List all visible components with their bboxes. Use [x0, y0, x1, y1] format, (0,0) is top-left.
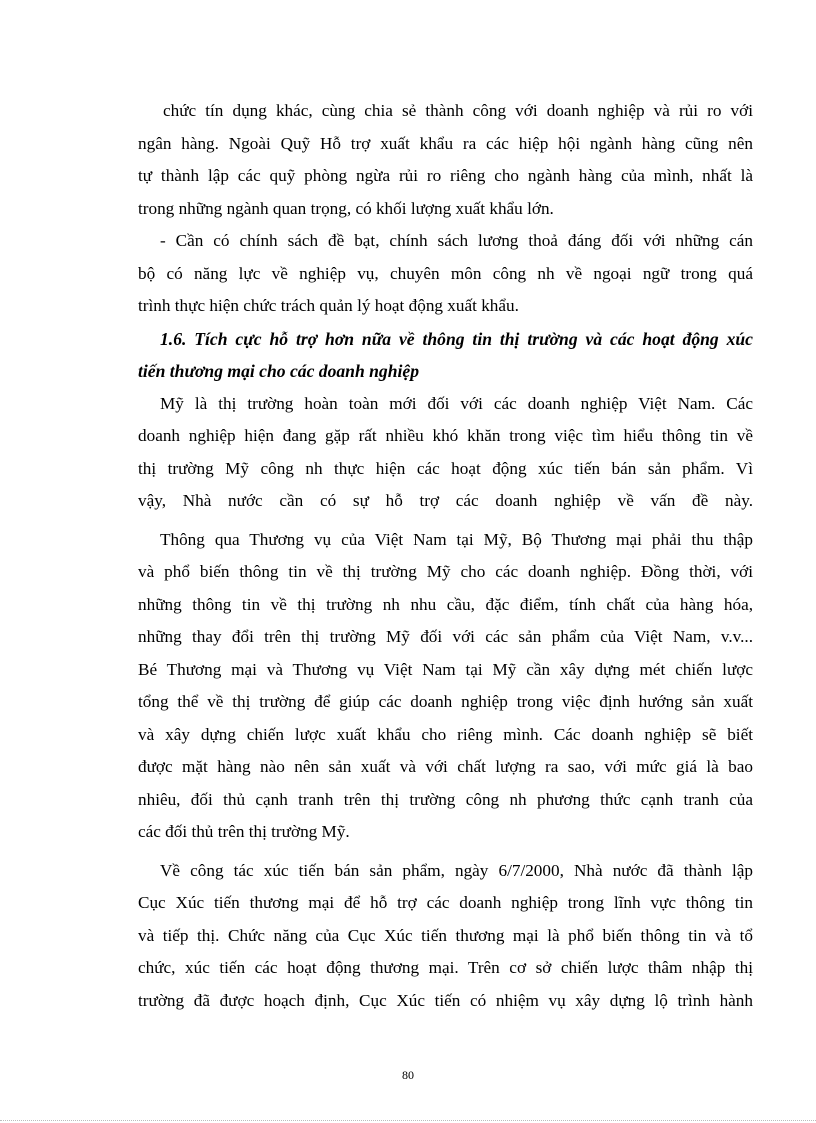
text-line: các đối thủ trên thị trường Mỹ.	[138, 822, 350, 841]
text-line: trình thực hiện chức trách quản lý hoạt động xuất khẩu.	[138, 296, 519, 315]
text-line: chức tín dụng khác, cùng chia sẻ thành công với doanh nghiệp và rủi ro với	[163, 101, 753, 120]
page-bottom-divider	[0, 1120, 816, 1122]
text-line: được mặt hàng nào nên sản xuất và với chất lượng ra sao, với mức giá là bao	[138, 757, 753, 776]
paragraph-trade-promotion	[138, 855, 753, 1018]
text-line: vậy, Nhà nước cần có sự hỗ trợ các doanh nghiệp về vấn đề này.	[138, 491, 753, 510]
text-line: Thông qua Thương vụ của Việt Nam tại Mỹ, Bộ Thương mại phải thu thập	[160, 529, 753, 549]
text-line: thị trường Mỹ công nh thực hiện các hoạt động xúc tiến bán sản phẩm. Vì	[138, 458, 753, 478]
text-line: và tiếp thị. Chức năng của Cục Xúc tiến thương mại là phổ biến thông tin và tổ	[138, 925, 753, 945]
text-line: tổng thể về thị trường để giúp các doanh nghiệp trong việc định hướng sản xuất	[138, 692, 753, 711]
text-line: trường đã được hoạch định, Cục Xúc tiến có nhiệm vụ xây dựng lộ trình hành	[138, 990, 753, 1010]
paragraph-salary-policy	[138, 225, 753, 323]
text-line: Cục Xúc tiến thương mại để hỗ trợ các doanh nghiệp trong lĩnh vực thông tin	[138, 893, 753, 912]
text-line: nhiêu, đối thủ cạnh tranh trên thị trường công nh phương thức cạnh tranh của	[138, 789, 753, 809]
page-number: 80	[402, 1068, 414, 1082]
section-heading	[138, 323, 753, 388]
paragraph-credit-fund	[138, 95, 753, 225]
paragraph-us-market	[138, 388, 753, 518]
text-line: Về công tác xúc tiến bán sản phẩm, ngày 6/7/2000, Nhà nước đã thành lập	[160, 860, 753, 880]
text-line: - Cần có chính sách đề bạt, chính sách lương thoả đáng đối với những cán	[160, 231, 753, 250]
text-line: Bé Thương mại và Thương vụ Việt Nam tại Mỹ cần xây dựng mét chiến lược	[138, 659, 753, 679]
heading-line: 1.6. Tích cực hỗ trợ hơn nữa về thông tin thị trường và các hoạt động xúc	[160, 328, 753, 349]
document-body	[138, 95, 753, 1017]
text-line: những thay đổi trên thị trường Mỹ đối với các sản phẩm của Việt Nam, v.v...	[138, 627, 753, 646]
text-line: Mỹ là thị trường hoàn toàn mới đối với các doanh nghiệp Việt Nam. Các	[160, 393, 753, 413]
heading-line: tiến thương mại cho các doanh nghiệp	[138, 361, 419, 381]
text-line: chức, xúc tiến các hoạt động thương mại. Trên cơ sở chiến lược thâm nhập thị	[138, 958, 753, 977]
text-line: tự thành lập các quỹ phòng ngừa rủi ro riêng cho ngành hàng của mình, nhất là	[138, 166, 753, 185]
paragraph-trade-office	[138, 524, 753, 849]
text-line: trong những ngành quan trọng, có khối lượng xuất khẩu lớn.	[138, 198, 554, 218]
text-line: doanh nghiệp hiện đang gặp rất nhiều khó khăn trong việc tìm hiểu thông tin về	[138, 426, 753, 445]
text-line: ngân hàng. Ngoài Quỹ Hỗ trợ xuất khẩu ra các hiệp hội ngành hàng cũng nên	[138, 133, 753, 153]
text-line: và phổ biến thông tin về thị trường Mỹ cho các doanh nghiệp. Đồng thời, với	[138, 562, 753, 581]
text-line: và xây dựng chiến lược xuất khẩu cho riêng mình. Các doanh nghiệp sẽ biết	[138, 724, 753, 744]
text-line: những thông tin về thị trường nh nhu cầu, đặc điểm, tính chất của hàng hóa,	[138, 594, 753, 614]
text-line: bộ có năng lực về nghiệp vụ, chuyên môn công nh về ngoại ngữ trong quá	[138, 263, 753, 283]
